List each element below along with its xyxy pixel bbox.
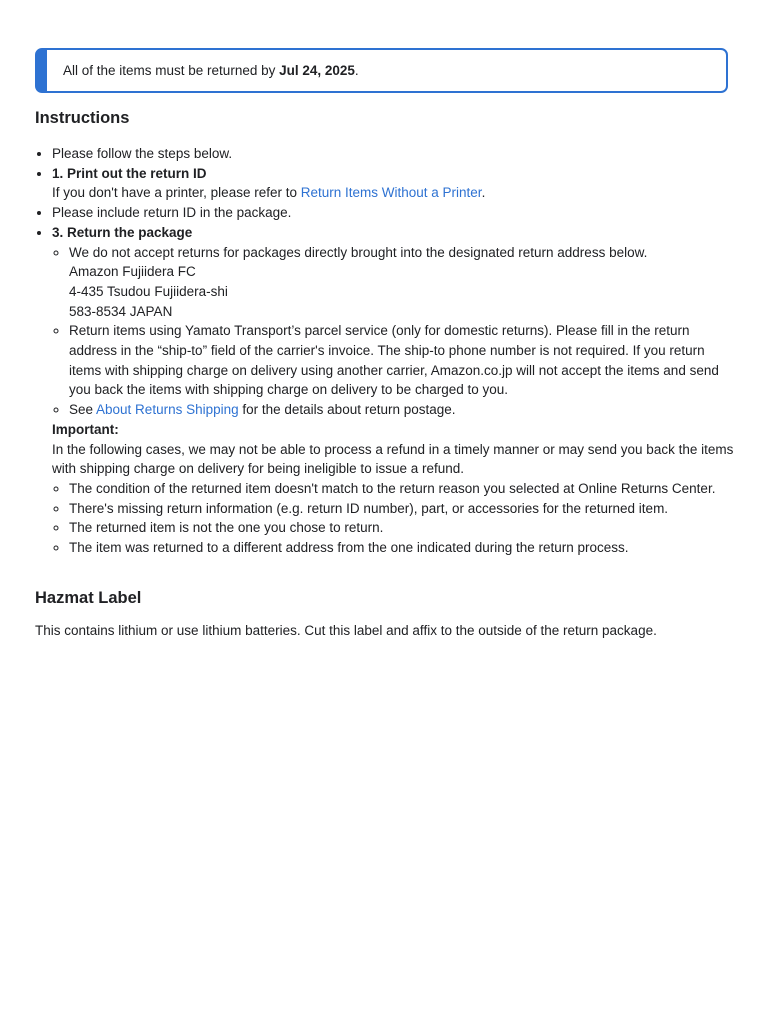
- instructions-heading: Instructions: [35, 109, 130, 127]
- instructions-list: [35, 144, 735, 558]
- return-details-list: [52, 243, 735, 420]
- list-item: ◦ Return items using Yamato Transport’s parcel service (only for domestic returns). Please fill in the return address in the “ship-to” field of the carrier's invoice. The ship-to phone number is not required. If you return items with shipping charge on delivery using another carrier, Amazon.co.jp will not accept the items and send you back the items with shipping charge on delivery to be charged to you.: [69, 321, 735, 400]
- address-line: Amazon Fujiidera FC: [69, 264, 196, 280]
- list-item: ◦ There's missing return information (e.g. return ID number), part, or accessories for the returned item.: [69, 499, 735, 519]
- hazmat-heading: Hazmat Label: [35, 589, 142, 607]
- list-item: [52, 223, 735, 558]
- address-line: 4-435 Tsudou Fujiidera-shi: [69, 283, 228, 299]
- refund-cases-list: [52, 479, 735, 558]
- list-item: • 1. Print out the return ID If you don't have a printer, please refer to Return Items Without a Printer.: [52, 164, 735, 203]
- instructions-list-container: [35, 144, 735, 558]
- list-item: • Please include return ID in the package.: [52, 203, 735, 223]
- return-without-printer-link[interactable]: Return Items Without a Printer: [300, 185, 482, 201]
- return-deadline-date: Jul 24, 2025: [279, 63, 355, 78]
- about-returns-shipping-link[interactable]: About Returns Shipping: [96, 402, 239, 418]
- alert-text: All of the items must be returned by Jul 24, 2025.: [63, 63, 359, 78]
- hazmat-text: This contains lithium or use lithium batteries. Cut this label and affix to the outside of the return package.: [35, 623, 657, 638]
- return-deadline-alert: [35, 48, 728, 93]
- address-line: 583-8534 JAPAN: [69, 303, 173, 319]
- list-item: ◦ See About Returns Shipping for the details about return postage.: [69, 400, 735, 420]
- list-item: ◦ We do not accept returns for packages directly brought into the designated return address below. Amazon Fujiidera FC 4-435 Tsudou Fujiidera-shi 583-8534 JAPAN: [69, 243, 735, 322]
- step3-title: 3. Return the package: [52, 224, 193, 240]
- list-item: ◦ The item was returned to a different address from the one indicated during the return process.: [69, 538, 735, 558]
- important-label: Important:: [52, 421, 119, 437]
- important-text: In the following cases, we may not be able to process a refund in a timely manner or may send you back the items with shipping charge on delivery for being ineligible to issue a refund.: [52, 441, 734, 477]
- step1-title: 1. Print out the return ID: [52, 165, 207, 181]
- list-item: ◦ The condition of the returned item doesn't match to the return reason you selected at Online Returns Center.: [69, 479, 735, 499]
- list-item: ◦ The returned item is not the one you chose to return.: [69, 518, 735, 538]
- list-item: • Please follow the steps below.: [52, 144, 735, 164]
